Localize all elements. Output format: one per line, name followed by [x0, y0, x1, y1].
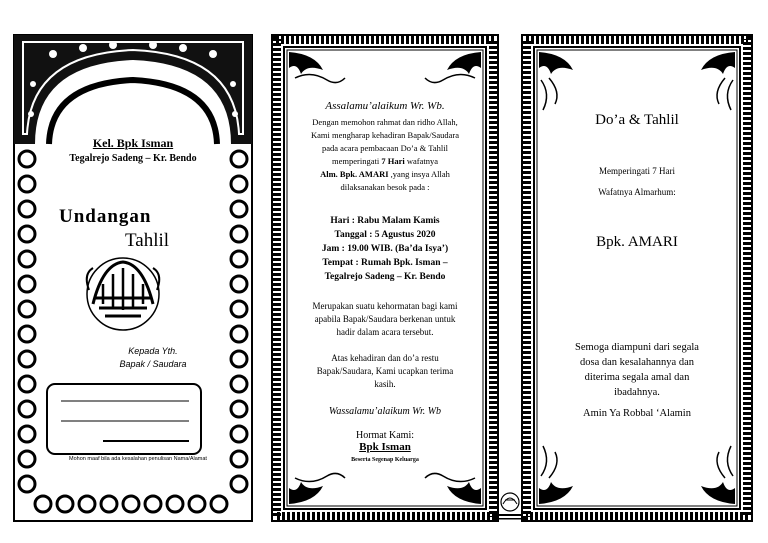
invitation-panel	[271, 34, 499, 522]
event-place-address: Tegalrejo Sadeng – Kr. Bendo	[324, 272, 446, 282]
wish-line: ibadahnya.	[614, 387, 660, 398]
invite-intro-line: Dengan memohon rahmat dan ridho Allah,	[312, 117, 458, 127]
invite-host: Bpk Isman	[359, 441, 411, 453]
invite-greeting: Assalamu’alaikum Wr. Wb.	[325, 100, 445, 112]
invite-intro	[289, 116, 481, 194]
prayer-border	[521, 34, 753, 522]
event-date: Tanggal : 5 Agustus 2020	[334, 230, 436, 240]
event-time: Jam : 19.00 WIB. (Ba’da Isya’)	[321, 244, 449, 254]
cover-footnote: Mohon maaf bila ada kesalahan penulisan Nama/Alamat	[69, 456, 207, 462]
prayer-wishes	[539, 340, 735, 400]
cover-address: Tegalrejo Sadeng – Kr. Bendo	[69, 153, 197, 164]
invite-family: Beserta Segenap Keluarga	[351, 457, 419, 463]
invite-thanks	[289, 352, 481, 391]
cover-title-line1: Undangan	[59, 206, 152, 227]
cover-panel	[13, 34, 253, 522]
invite-regards: Hormat Kami:	[355, 430, 415, 441]
arch-ornament	[13, 34, 253, 522]
invite-event	[289, 214, 481, 284]
prayer-name: Bpk. AMARI	[596, 234, 678, 250]
prayer-line2: Wafatnya Almarhum:	[598, 187, 676, 197]
thanks-line: kasih.	[374, 379, 396, 389]
honor-line: hadir dalam acara tersebut.	[336, 327, 434, 337]
invite-intro-line: pada acara pembacaan Do’a & Tahlil	[322, 143, 448, 153]
cover-family: Kel. Bpk Isman	[92, 136, 174, 150]
event-place: Tempat : Rumah Bpk. Isman –	[322, 258, 448, 268]
cover-title-line2: Tahlil	[125, 230, 170, 251]
invite-closing: Wassalamu’alaikum Wr. Wb	[328, 406, 442, 417]
wish-line: Semoga diampuni dari segala	[575, 342, 699, 353]
invite-intro-line: Kami mengharap kehadiran Bapak/Saudara	[311, 130, 459, 140]
thanks-line: Bapak/Saudara, Kami ucapkan terima	[316, 366, 454, 376]
event-day: Hari : Rabu Malam Kamis	[330, 216, 440, 226]
prayer-panel	[521, 34, 753, 522]
prayer-title: Do’a & Tahlil	[595, 112, 679, 128]
wish-line: diterima segala amal dan	[584, 372, 690, 383]
prayer-amen: Amin Ya Robbal ‘Alamin	[583, 408, 691, 419]
calligraphy-emblem	[87, 258, 160, 330]
cover-to-line1: Kepada Yth.	[128, 346, 178, 356]
invite-held-on: dilaksanakan besok pada :	[340, 182, 430, 192]
cover-to-line2: Bapak / Saudara	[119, 359, 187, 369]
thanks-line: Atas kehadiran dan do’a restu	[331, 353, 439, 363]
invite-remember: memperingati 7 Hari wafatnya	[332, 156, 438, 166]
invite-deceased: Alm. Bpk. AMARI ,yang insya Allah	[320, 169, 450, 179]
honor-line: apabila Bapak/Saudara berkenan untuk	[314, 314, 456, 324]
prayer-line1: Memperingati 7 Hari	[599, 166, 675, 176]
invite-honor	[289, 300, 481, 339]
honor-line: Merupakan suatu kehormatan bagi kami	[312, 301, 458, 311]
wish-line: dosa dan kesalahannya dan	[580, 357, 694, 368]
